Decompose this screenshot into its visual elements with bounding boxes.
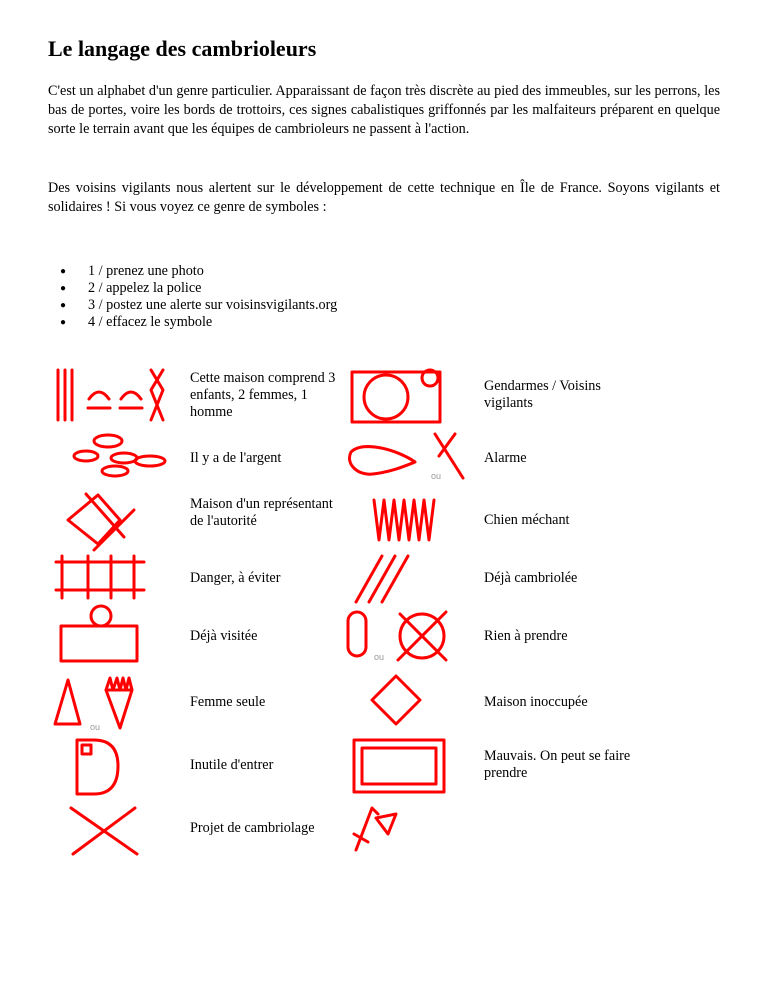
already-burgled-icon <box>352 550 417 606</box>
bullet-icon: ● <box>60 266 67 277</box>
bullet-icon: ● <box>60 317 67 328</box>
flag-symbol-icon <box>348 804 408 860</box>
symbol-label: Projet de cambriolage <box>190 820 315 836</box>
intro-paragraph: C'est un alphabet d'un genre particulier. Apparaissant de façon très discrète au pied des immeubles, sur les perrons, les bas de portes, voire les bords de trottoirs, ces signes cabalistiques griffonnés par les malfaiteurs préparent en quelque sorte le terrain avant que les équipes de cambrioleurs ne passent à l'action. <box>48 83 720 137</box>
symbol-label: Maison inoccupée <box>484 694 588 710</box>
page-title: Le langage des cambrioleurs <box>48 36 317 61</box>
symbol-label: Rien à prendre <box>484 628 568 644</box>
useless-to-enter-icon <box>70 736 130 798</box>
nothing-to-take-icon <box>342 606 468 668</box>
bullet-icon: ● <box>60 300 67 311</box>
already-visited-icon <box>55 602 145 668</box>
symbol-label: Chien méchant <box>484 512 570 528</box>
or-text: ou <box>431 471 442 481</box>
unoccupied-house-icon <box>362 672 432 732</box>
symbol-label: Il y a de l'argent <box>190 450 282 466</box>
authority-diamond-icon <box>60 492 140 552</box>
family-composition-icon <box>50 365 160 430</box>
symbol-label: Maison d'un représentant de l'autorité <box>190 496 333 529</box>
symbol-label: Femme seule <box>190 694 266 710</box>
money-ovals-icon <box>70 430 170 485</box>
list-item: ● 4 / effacez le symbole <box>60 314 213 330</box>
list-item: ● 3 / postez une alerte sur voisinsvigilants.org <box>60 297 338 313</box>
steps-list <box>48 263 337 331</box>
police-neighbours-icon <box>348 368 448 428</box>
alarm-icon <box>343 430 473 485</box>
symbol-label: Cette maison comprend 3 enfants, 2 femmes, 1 homme <box>190 370 336 420</box>
burglary-project-cross-icon <box>65 804 145 860</box>
symbol-label: Danger, à éviter <box>190 570 281 586</box>
or-text: ou <box>374 652 385 662</box>
or-text: ou <box>90 722 101 732</box>
mean-dog-zigzag-icon <box>370 494 442 546</box>
list-item: ● 2 / appelez la police <box>60 280 202 296</box>
symbol-label: Déjà cambriolée <box>484 570 578 586</box>
symbol-label: Alarme <box>484 450 527 466</box>
warning-paragraph: Des voisins vigilants nous alertent sur le développement de cette technique en Île de France. Soyons vigilants et solidaires ! Si vous voyez ce genre de symboles : <box>48 180 720 215</box>
bad-could-be-caught-icon <box>350 736 450 796</box>
woman-alone-icon <box>50 672 150 734</box>
symbol-label: Mauvais. On peut se faire prendre <box>484 748 631 781</box>
symbol-label: Gendarmes / Voisins vigilants <box>484 378 601 411</box>
symbol-label: Déjà visitée <box>190 628 258 644</box>
symbol-label: Inutile d'entrer <box>190 757 274 773</box>
list-item: ● 1 / prenez une photo <box>60 263 204 279</box>
bullet-icon: ● <box>60 283 67 294</box>
danger-ladder-icon <box>52 552 148 602</box>
